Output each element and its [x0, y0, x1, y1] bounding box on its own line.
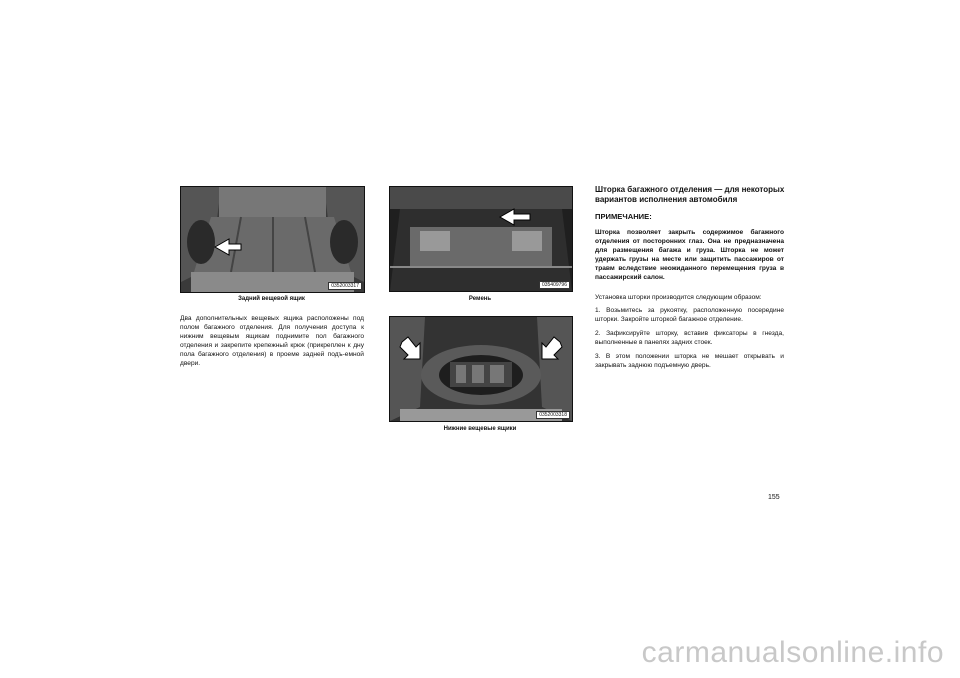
step-3: 3. В этом положении шторка не мешает открывать и закрывать заднюю подъемную дверь. [595, 353, 784, 369]
watermark: carmanualsonline.info [641, 636, 944, 669]
figure-caption: Задний вещевой ящик [238, 296, 305, 302]
strap-photo [389, 186, 573, 292]
step-1: 1. Возьмитесь за рукоятку, расположенную посередине шторки. Закройте шторкой багажное отделение. [595, 307, 784, 323]
spare-well-illustration [390, 317, 572, 421]
intro-text: Установка шторки производится следующим образом: [595, 294, 762, 301]
lower-storage-bins-photo [389, 316, 573, 422]
figure-code: 0352003317 [328, 282, 362, 290]
step-2: 2. Зафиксируйте шторку, вставив фиксаторы в гнезда, выполненные в панелях задних стоек. [595, 330, 784, 346]
figure-caption: Ремень [468, 296, 492, 302]
figure-caption: Нижние вещевые ящики [443, 426, 517, 432]
storage-paragraph: Два дополнительных вещевых ящика расположены под полом багажного отделения. Для получения доступа к нижним вещевым ящикам поднимите пол багажного отделения и закрепите крепежный крюк (прикреплен к дну пола багажного отделения) в проеме задней подъ-емной двери. [180, 315, 364, 367]
figure-code: 035409796 [539, 281, 570, 289]
figure-code: 0352003318 [536, 411, 570, 419]
section-heading: Шторка багажного отделения — для некоторых вариантов исполнения автомобиля [595, 185, 785, 204]
rear-storage-bin-photo [180, 186, 365, 293]
liftgate-illustration [390, 187, 572, 291]
cargo-area-illustration [181, 187, 364, 292]
page-number: 155 [768, 494, 780, 501]
note-text: Шторка позволяет закрыть содержимое багажного отделения от посторонних глаз. Она не предназначена для размещения багажа и груза. Шторка не может удержать грузы на месте или защитить пассажиров от травм вследствие неожиданного перемещения груза в пассажирский салон. [595, 229, 784, 281]
note-title: ПРИМЕЧАНИЕ: [595, 212, 652, 221]
